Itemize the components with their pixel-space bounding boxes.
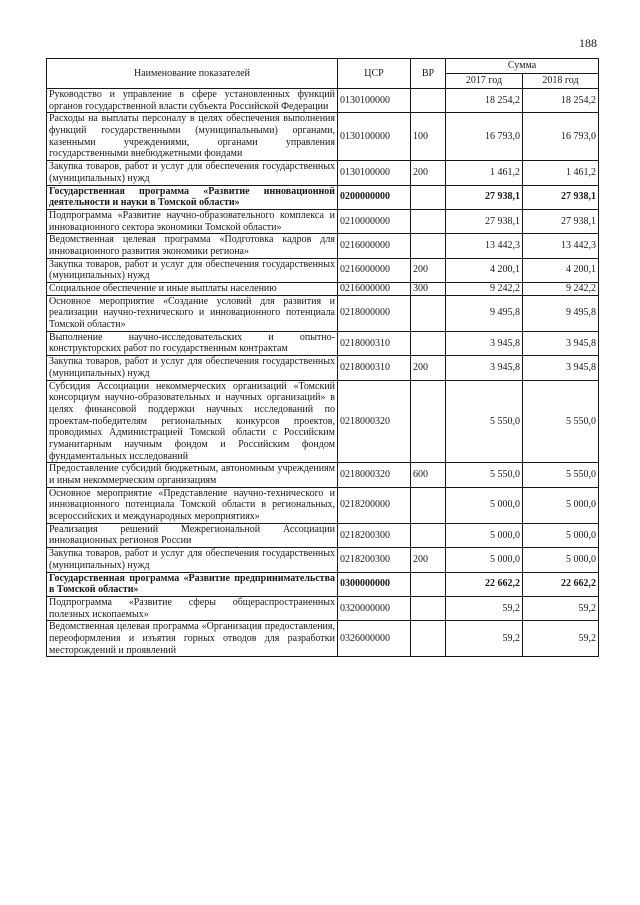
row-sum-2018: 5 000,0 — [523, 523, 599, 547]
row-sum-2018: 16 793,0 — [523, 113, 599, 161]
row-vr-code: 600 — [411, 463, 446, 487]
row-sum-2017: 27 938,1 — [446, 185, 523, 209]
row-vr-code — [411, 89, 446, 113]
row-sum-2017: 22 662,2 — [446, 572, 523, 596]
row-sum-2018: 5 000,0 — [523, 487, 599, 523]
row-csr-code: 0216000000 — [338, 283, 411, 296]
row-name: Выполнение научно-исследовательских и опытно-конструкторских работ по государственным контрактам — [47, 331, 338, 355]
row-sum-2017: 9 242,2 — [446, 283, 523, 296]
row-sum-2018: 5 550,0 — [523, 380, 599, 463]
row-sum-2017: 18 254,2 — [446, 89, 523, 113]
row-sum-2017: 13 442,3 — [446, 234, 523, 258]
row-sum-2018: 5 550,0 — [523, 463, 599, 487]
table-body — [47, 89, 599, 657]
table-row — [47, 596, 599, 620]
table-row — [47, 161, 599, 185]
row-name: Подпрограмма «Развитие сферы общераспространенных полезных ископаемых» — [47, 596, 338, 620]
table-row — [47, 89, 599, 113]
row-vr-code: 200 — [411, 548, 446, 572]
row-name: Основное мероприятие «Создание условий для развития и реализации научно-технического и инновационного потенциала Томской области» — [47, 295, 338, 331]
row-csr-code: 0218200300 — [338, 523, 411, 547]
row-name: Руководство и управление в сфере установленных функций органов государственной власти субъекта Российской Федерации — [47, 89, 338, 113]
row-csr-code: 0200000000 — [338, 185, 411, 209]
row-sum-2017: 5 000,0 — [446, 548, 523, 572]
row-sum-2018: 1 461,2 — [523, 161, 599, 185]
row-name: Расходы на выплаты персоналу в целях обеспечения выполнения функций государственными (муниципальными) органами, казенными учреждениями, органами управления государственными внебюджетными фондами — [47, 113, 338, 161]
row-sum-2018: 5 000,0 — [523, 548, 599, 572]
row-name: Закупка товаров, работ и услуг для обеспечения государственных (муниципальных) нужд — [47, 548, 338, 572]
row-sum-2018: 3 945,8 — [523, 331, 599, 355]
row-sum-2017: 59,2 — [446, 596, 523, 620]
row-vr-code — [411, 234, 446, 258]
row-csr-code: 0216000000 — [338, 258, 411, 282]
header-csr: ЦСР — [338, 59, 411, 89]
row-sum-2018: 18 254,2 — [523, 89, 599, 113]
row-name: Закупка товаров, работ и услуг для обеспечения государственных (муниципальных) нужд — [47, 356, 338, 380]
row-sum-2017: 5 000,0 — [446, 523, 523, 547]
row-name: Социальное обеспечение и иные выплаты населению — [47, 283, 338, 296]
header-vr: ВР — [411, 59, 446, 89]
row-name: Ведомственная целевая программа «Подготовка кадров для инновационного развития экономики региона» — [47, 234, 338, 258]
row-vr-code: 200 — [411, 356, 446, 380]
row-csr-code: 0300000000 — [338, 572, 411, 596]
row-csr-code: 0218200300 — [338, 548, 411, 572]
row-csr-code: 0218000310 — [338, 356, 411, 380]
row-csr-code: 0218000320 — [338, 463, 411, 487]
table-row — [47, 572, 599, 596]
row-sum-2018: 9 242,2 — [523, 283, 599, 296]
row-csr-code: 0326000000 — [338, 621, 411, 657]
row-csr-code: 0218000320 — [338, 380, 411, 463]
row-sum-2018: 3 945,8 — [523, 356, 599, 380]
row-sum-2018: 4 200,1 — [523, 258, 599, 282]
row-csr-code: 0218000310 — [338, 331, 411, 355]
row-csr-code: 0130100000 — [338, 113, 411, 161]
table-row — [47, 356, 599, 380]
table-row — [47, 209, 599, 233]
row-sum-2018: 59,2 — [523, 621, 599, 657]
row-vr-code — [411, 523, 446, 547]
header-name: Наименование показателей — [47, 59, 338, 89]
row-vr-code — [411, 572, 446, 596]
row-vr-code: 300 — [411, 283, 446, 296]
row-sum-2018: 22 662,2 — [523, 572, 599, 596]
row-sum-2017: 4 200,1 — [446, 258, 523, 282]
row-sum-2017: 3 945,8 — [446, 331, 523, 355]
row-vr-code — [411, 487, 446, 523]
row-csr-code: 0216000000 — [338, 234, 411, 258]
row-csr-code: 0218000000 — [338, 295, 411, 331]
row-name: Закупка товаров, работ и услуг для обеспечения государственных (муниципальных) нужд — [47, 258, 338, 282]
table-row — [47, 523, 599, 547]
row-sum-2018: 9 495,8 — [523, 295, 599, 331]
row-sum-2017: 16 793,0 — [446, 113, 523, 161]
row-csr-code: 0130100000 — [338, 89, 411, 113]
table-row — [47, 463, 599, 487]
row-csr-code: 0130100000 — [338, 161, 411, 185]
table-row — [47, 380, 599, 463]
table-row — [47, 258, 599, 282]
row-name: Предоставление субсидий бюджетным, автономным учреждениям и иным некоммерческим организациям — [47, 463, 338, 487]
row-sum-2018: 27 938,1 — [523, 209, 599, 233]
row-vr-code — [411, 295, 446, 331]
row-vr-code — [411, 331, 446, 355]
row-vr-code — [411, 185, 446, 209]
row-sum-2017: 9 495,8 — [446, 295, 523, 331]
row-vr-code — [411, 209, 446, 233]
row-sum-2017: 3 945,8 — [446, 356, 523, 380]
row-sum-2017: 5 000,0 — [446, 487, 523, 523]
budget-table — [46, 58, 599, 657]
row-name: Государственная программа «Развитие предпринимательства в Томской области» — [47, 572, 338, 596]
table-row — [47, 487, 599, 523]
row-csr-code: 0218200000 — [338, 487, 411, 523]
header-year-2018: 2018 год — [523, 74, 599, 89]
row-name: Подпрограмма «Развитие научно-образовательного комплекса и инновационного сектора экономики Томской области» — [47, 209, 338, 233]
row-vr-code: 200 — [411, 258, 446, 282]
table-row — [47, 113, 599, 161]
row-name: Субсидия Ассоциации некоммерческих организаций «Томский консорциум научно-образовательных и научных организаций» в целях финансовой поддержки научных исследований по проектам-победителям региональных конкурсов проектов, проводимых Администрацией Томской области с Российским гуманитарным научным фондом и Российским фондом фундаментальных исследований — [47, 380, 338, 463]
row-sum-2017: 59,2 — [446, 621, 523, 657]
table-row — [47, 621, 599, 657]
table-row — [47, 234, 599, 258]
row-sum-2018: 13 442,3 — [523, 234, 599, 258]
row-sum-2017: 27 938,1 — [446, 209, 523, 233]
row-name: Закупка товаров, работ и услуг для обеспечения государственных (муниципальных) нужд — [47, 161, 338, 185]
row-name: Государственная программа «Развитие инновационной деятельности и науки в Томской области» — [47, 185, 338, 209]
row-csr-code: 0210000000 — [338, 209, 411, 233]
table-row — [47, 283, 599, 296]
row-name: Основное мероприятие «Представление научно-технического и инновационного потенциала Томской области в региональных, всероссийских и международных мероприятиях» — [47, 487, 338, 523]
row-name: Ведомственная целевая программа «Организация предоставления, переоформления и изъятия горных отводов для разработки месторождений и проявлений — [47, 621, 338, 657]
row-sum-2017: 5 550,0 — [446, 463, 523, 487]
header-sum: Сумма — [446, 59, 599, 74]
row-vr-code — [411, 621, 446, 657]
page-number: 188 — [579, 36, 597, 50]
header-year-2017: 2017 год — [446, 74, 523, 89]
row-sum-2018: 27 938,1 — [523, 185, 599, 209]
row-sum-2017: 1 461,2 — [446, 161, 523, 185]
row-vr-code — [411, 596, 446, 620]
table-row — [47, 295, 599, 331]
table-row — [47, 331, 599, 355]
row-vr-code: 100 — [411, 113, 446, 161]
row-sum-2017: 5 550,0 — [446, 380, 523, 463]
row-name: Реализация решений Межрегиональной Ассоциации инновационных регионов России — [47, 523, 338, 547]
table-row — [47, 185, 599, 209]
table-header — [47, 59, 599, 89]
table-row — [47, 548, 599, 572]
row-sum-2018: 59,2 — [523, 596, 599, 620]
row-vr-code — [411, 380, 446, 463]
row-vr-code: 200 — [411, 161, 446, 185]
row-csr-code: 0320000000 — [338, 596, 411, 620]
